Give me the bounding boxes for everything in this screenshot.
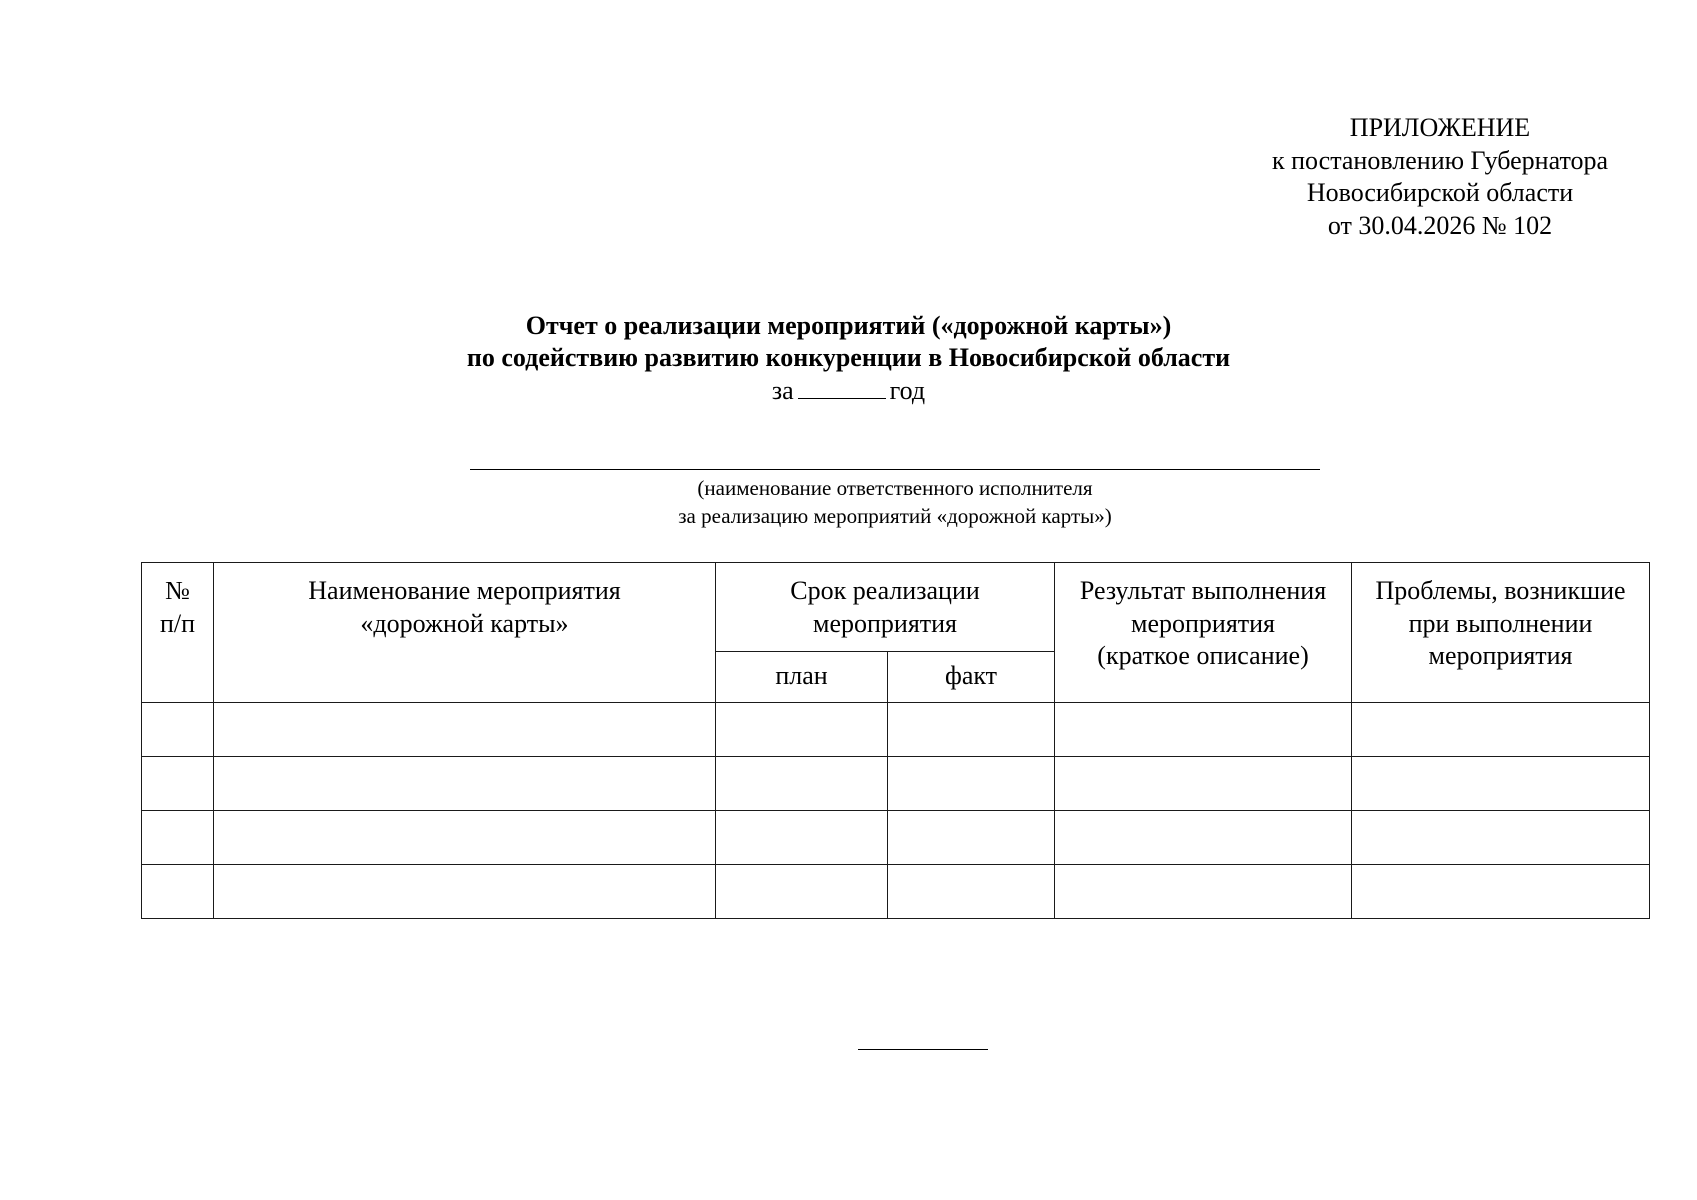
appendix-line-1: к постановлению Губернатора	[1271, 145, 1609, 175]
header-number: № п/п	[142, 563, 214, 703]
report-title-line-2: по содействию развитию конкуренции в Новосибирской области	[466, 343, 1231, 372]
executor-caption-line-2: за реализацию мероприятий «дорожной карты»)	[678, 504, 1112, 528]
table-row	[142, 757, 1650, 811]
end-of-document-line	[858, 1049, 988, 1050]
table-cell[interactable]	[214, 811, 716, 865]
executor-caption-line-1: (наименование ответственного исполнителя	[697, 476, 1093, 500]
table-cell[interactable]	[142, 703, 214, 757]
table-cell[interactable]	[1352, 703, 1650, 757]
table-cell[interactable]	[1055, 703, 1352, 757]
header-event-name: Наименование мероприятия «дорожной карты»	[214, 563, 716, 703]
header-result: Результат выполнения мероприятия (краткое описание)	[1055, 563, 1352, 703]
table-cell[interactable]	[1055, 757, 1352, 811]
table-cell[interactable]	[716, 865, 888, 919]
table-row	[142, 865, 1650, 919]
table-cell[interactable]	[1055, 811, 1352, 865]
report-title-line-1: Отчет о реализации мероприятий («дорожной карты»)	[525, 311, 1172, 340]
table-cell[interactable]	[214, 757, 716, 811]
period-prefix: за	[771, 376, 794, 405]
executor-blank-field[interactable]	[470, 469, 1320, 470]
report-table	[141, 562, 1650, 919]
table-cell[interactable]	[1352, 865, 1650, 919]
table-cell[interactable]	[888, 757, 1055, 811]
table-cell[interactable]	[1352, 811, 1650, 865]
table-cell[interactable]	[1055, 865, 1352, 919]
table-row	[142, 811, 1650, 865]
header-implementation-term: Срок реализации мероприятия	[716, 563, 1055, 652]
appendix-line-2: Новосибирской области	[1306, 178, 1574, 207]
appendix-title: ПРИЛОЖЕНИЕ	[1349, 113, 1531, 142]
table-cell[interactable]	[1352, 757, 1650, 811]
table-cell[interactable]	[888, 703, 1055, 757]
table-cell[interactable]	[716, 703, 888, 757]
table-cell[interactable]	[214, 865, 716, 919]
appendix-header	[1200, 112, 1680, 242]
table-cell[interactable]	[716, 811, 888, 865]
table-cell[interactable]	[888, 811, 1055, 865]
header-fact: факт	[888, 652, 1055, 703]
executor-caption	[470, 474, 1320, 530]
table-cell[interactable]	[716, 757, 888, 811]
header-plan: план	[716, 652, 888, 703]
table-cell[interactable]	[214, 703, 716, 757]
report-period	[300, 374, 1397, 407]
table-cell[interactable]	[142, 811, 214, 865]
table-cell[interactable]	[888, 865, 1055, 919]
header-problems: Проблемы, возникшие при выполнении мероприятия	[1352, 563, 1650, 703]
table-cell[interactable]	[142, 865, 214, 919]
report-title-block	[300, 310, 1397, 407]
table-row	[142, 703, 1650, 757]
table-cell[interactable]	[142, 757, 214, 811]
period-suffix: год	[889, 376, 926, 405]
period-blank-field[interactable]	[798, 374, 886, 399]
appendix-line-3: от 30.04.2026 № 102	[1327, 210, 1553, 240]
